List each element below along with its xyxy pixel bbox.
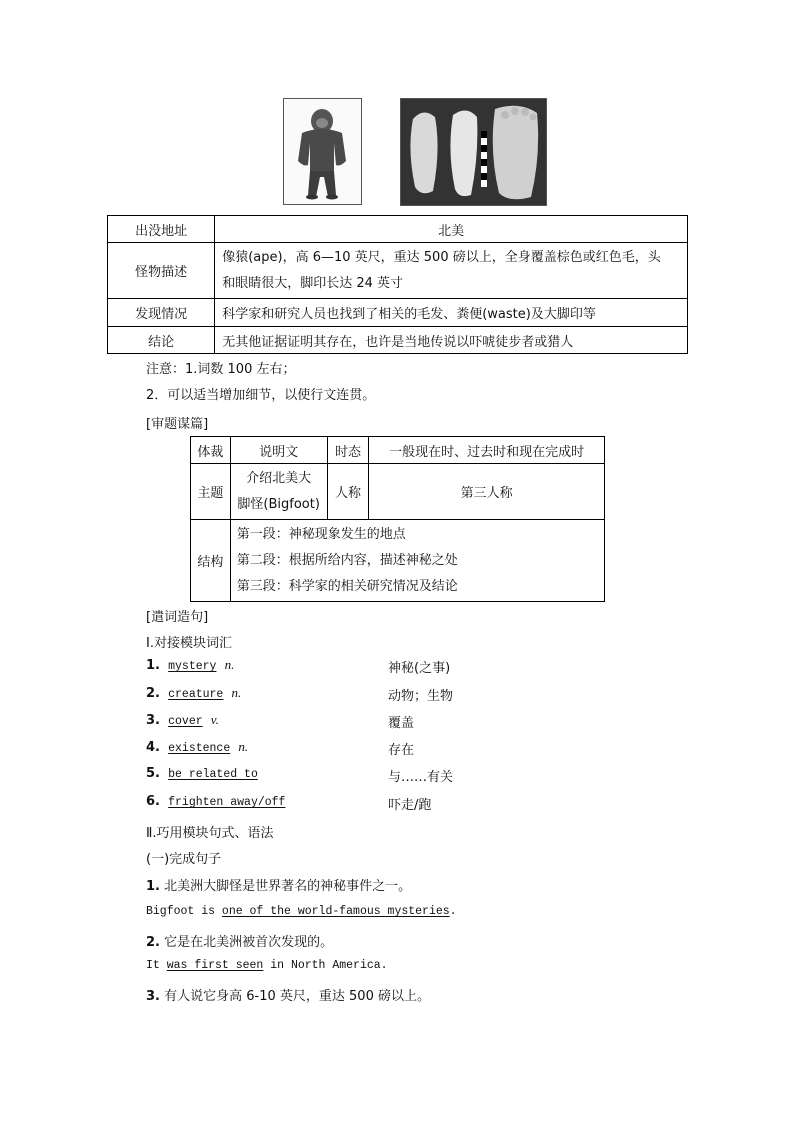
writing-plan-table: [190, 436, 605, 602]
table-row-value: 北美: [215, 216, 688, 243]
footprint-casts-photo: [400, 98, 547, 206]
list-item: 1. mystery n. 神秘(之事): [146, 657, 451, 676]
sentence-3-cn: 3. 有人说它身高 6-10 英尺，重达 500 磅以上。: [146, 989, 430, 1004]
sentence-2-en: It was first seen in North America.: [146, 959, 388, 972]
table-row-value: 科学家和研究人员也找到了相关的毛发、粪便(waste)及大脚印等: [215, 299, 688, 327]
table-row-label: 出没地址: [108, 216, 215, 243]
plan-cell: 体裁: [191, 437, 231, 464]
plan-cell: 时态: [327, 437, 369, 464]
bigfoot-illustration: [283, 98, 362, 205]
sentence-2-cn: 2. 它是在北美洲被首次发现的。: [146, 935, 334, 950]
list-item: 2. creature n. 动物；生物: [146, 685, 454, 704]
plan-structure-cell: 第一段：神秘现象发生的地点 第二段：根据所给内容，描述神秘之处 第三段：科学家的相关研究情况及结论: [230, 520, 604, 602]
plan-cell: 主题: [191, 464, 231, 520]
list-item: 5. be related to 与……有关: [146, 766, 454, 785]
note-line-1: 注意：1.词数 100 左右；: [146, 362, 296, 377]
vocab-heading: Ⅰ.对接模块词汇: [146, 636, 232, 651]
list-item: 3. cover v. 覆盖: [146, 712, 415, 731]
grammar-heading: Ⅱ.巧用模块句式、语法: [146, 826, 274, 841]
plan-cell: 结构: [191, 520, 231, 602]
table-row-label: 结论: [108, 327, 215, 354]
section-words-heading: [遣词造句]: [146, 610, 209, 625]
table-row-label: 怪物描述: [108, 243, 215, 299]
plan-cell: 介绍北美大 脚怪(Bigfoot): [230, 464, 327, 520]
section-plan-heading: [审题谋篇]: [146, 417, 209, 432]
sub-heading: (一)完成句子: [146, 852, 222, 867]
plan-cell: 一般现在时、过去时和现在完成时: [369, 437, 605, 464]
table-row-label: 发现情况: [108, 299, 215, 327]
table-row-value: 无其他证据证明其存在，也许是当地传说以吓唬徒步者或猎人: [215, 327, 688, 354]
plan-cell: 说明文: [230, 437, 327, 464]
list-item: 4. existence n. 存在: [146, 739, 415, 758]
list-item: 6. frighten away/off 吓走/跑: [146, 794, 432, 813]
plan-cell: 第三人称: [369, 464, 605, 520]
note-line-2: 2．可以适当增加细节，以使行文连贯。: [146, 388, 376, 403]
plan-cell: 人称: [327, 464, 369, 520]
table-row-value: 像猿(ape)，高 6—10 英尺，重达 500 磅以上，全身覆盖棕色或红色毛，头 和眼睛很大，脚印长达 24 英寸: [215, 243, 688, 299]
sentence-1-en: Bigfoot is one of the world-famous mysteries.: [146, 905, 457, 918]
bigfoot-info-table: [107, 215, 688, 354]
sentence-1-cn: 1. 北美洲大脚怪是世界著名的神秘事件之一。: [146, 879, 412, 894]
